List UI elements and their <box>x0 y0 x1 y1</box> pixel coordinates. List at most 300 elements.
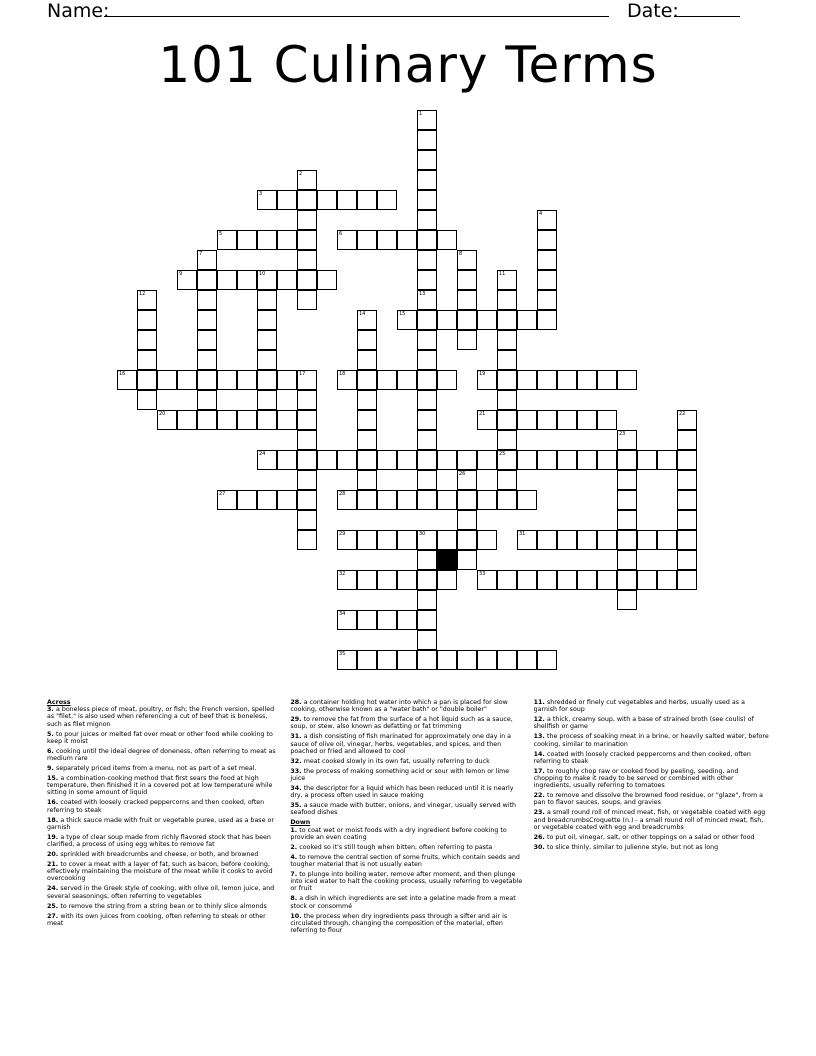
clue-number: 6 <box>339 231 343 237</box>
grid-cell[interactable] <box>257 450 277 470</box>
grid-cell[interactable] <box>417 630 437 650</box>
grid-cell[interactable] <box>357 390 377 410</box>
grid-cell[interactable] <box>417 650 437 670</box>
grid-cell[interactable] <box>537 210 557 230</box>
grid-cell[interactable] <box>397 570 417 590</box>
grid-cell[interactable] <box>577 570 597 590</box>
clue-text: coated with loosely cracked peppercorns and then cooked, often referring to steak <box>533 750 751 765</box>
clue-number: 20 <box>159 411 166 417</box>
grid-cell[interactable] <box>357 410 377 430</box>
grid-cell[interactable] <box>417 390 437 410</box>
grid-cell[interactable] <box>257 190 277 210</box>
grid-cell[interactable] <box>397 370 417 390</box>
across-clue <box>47 913 282 927</box>
grid-cell[interactable] <box>377 650 397 670</box>
clue-num: 19. <box>47 833 61 841</box>
grid-cell[interactable] <box>337 370 357 390</box>
grid-cell[interactable] <box>417 230 437 250</box>
grid-cell[interactable] <box>377 490 397 510</box>
grid-cell[interactable] <box>377 230 397 250</box>
grid-cell[interactable] <box>537 650 557 670</box>
grid-cell[interactable] <box>417 350 437 370</box>
grid-cell[interactable] <box>497 450 517 470</box>
clue-text: cooked so it's still tough when bitten, often referring to pasta <box>299 843 493 851</box>
grid-cell[interactable] <box>577 370 597 390</box>
grid-cell[interactable] <box>677 530 697 550</box>
grid-cell[interactable] <box>597 450 617 470</box>
down-clue <box>290 895 525 909</box>
grid-cell[interactable] <box>217 230 237 250</box>
grid-cell[interactable] <box>617 450 637 470</box>
grid-cell[interactable] <box>557 450 577 470</box>
grid-cell[interactable] <box>137 370 157 390</box>
grid-cell[interactable] <box>237 370 257 390</box>
grid-cell[interactable] <box>237 490 257 510</box>
across-clue <box>47 706 282 728</box>
grid-cell[interactable] <box>537 290 557 310</box>
clue-text: with its own juices from cooking, often referring to steak or other meat <box>47 912 266 927</box>
grid-cell[interactable] <box>397 230 417 250</box>
grid-cell[interactable] <box>597 530 617 550</box>
clue-num: 14. <box>533 750 548 758</box>
grid-cell[interactable] <box>177 410 197 430</box>
grid-cell[interactable] <box>357 570 377 590</box>
grid-cell[interactable] <box>457 250 477 270</box>
across-clue <box>47 775 282 797</box>
clue-number: 7 <box>199 251 203 257</box>
clue-text: the process when dry ingredients pass through a sifter and air is circulated through, changing the composition of the material, often referring to flour <box>290 912 508 935</box>
grid-cell[interactable] <box>277 490 297 510</box>
grid-cell[interactable] <box>357 190 377 210</box>
grid-cell[interactable] <box>497 290 517 310</box>
grid-cell[interactable] <box>317 190 337 210</box>
grid-cell[interactable] <box>377 610 397 630</box>
grid-cell[interactable] <box>417 150 437 170</box>
grid-cell[interactable] <box>317 450 337 470</box>
grid-cell[interactable] <box>437 370 457 390</box>
grid-cell[interactable] <box>377 370 397 390</box>
grid-cell[interactable] <box>317 270 337 290</box>
grid-cell[interactable] <box>477 370 497 390</box>
grid-cell[interactable] <box>137 330 157 350</box>
grid-cell[interactable] <box>677 510 697 530</box>
grid-cell[interactable] <box>677 470 697 490</box>
grid-cell[interactable] <box>357 430 377 450</box>
grid-cell[interactable] <box>357 610 377 630</box>
clue-number: 1 <box>419 111 423 117</box>
clue-number: 28 <box>339 491 346 497</box>
grid-cell[interactable] <box>517 650 537 670</box>
grid-cell[interactable] <box>517 490 537 510</box>
grid-cell[interactable] <box>497 270 517 290</box>
grid-cell[interactable] <box>397 530 417 550</box>
grid-cell[interactable] <box>277 270 297 290</box>
across-clue <box>47 799 282 813</box>
grid-cell[interactable] <box>257 290 277 310</box>
clue-number: 35 <box>339 651 346 657</box>
grid-cell[interactable] <box>417 430 437 450</box>
clue-num: 12. <box>533 716 548 724</box>
grid-cell[interactable] <box>517 370 537 390</box>
clue-number: 26 <box>459 471 466 477</box>
clue-number: 2 <box>299 171 303 177</box>
grid-cell[interactable] <box>517 530 537 550</box>
grid-cell[interactable] <box>457 290 477 310</box>
grid-cell[interactable] <box>297 530 317 550</box>
grid-cell[interactable] <box>677 490 697 510</box>
grid-cell[interactable] <box>277 190 297 210</box>
grid-cell[interactable] <box>357 650 377 670</box>
grid-cell[interactable] <box>337 610 357 630</box>
grid-cell[interactable] <box>597 410 617 430</box>
grid-cell[interactable] <box>197 310 217 330</box>
grid-cell[interactable] <box>297 390 317 410</box>
grid-cell[interactable] <box>617 510 637 530</box>
clue-number: 14 <box>359 311 366 317</box>
grid-cell[interactable] <box>357 370 377 390</box>
clue-num: 24. <box>47 885 61 893</box>
grid-cell[interactable] <box>217 490 237 510</box>
grid-cell[interactable] <box>417 570 437 590</box>
grid-cell[interactable] <box>297 230 317 250</box>
clue-number: 12 <box>139 291 146 297</box>
clue-text: a thick sauce made with fruit or vegetable puree, used as a base or garnish <box>47 816 274 831</box>
clue-num: 20. <box>47 851 61 859</box>
clue-text: a sauce made with butter, onions, and vinegar, usually served with seafood dishes <box>290 802 517 817</box>
clue-text: to remove the fat from the surface of a hot liquid such as a sauce, soup, or stew, also known as defatting or fat trimming <box>290 716 513 731</box>
grid-cell[interactable] <box>457 510 477 530</box>
grid-cell[interactable] <box>177 270 197 290</box>
grid-cell[interactable] <box>157 410 177 430</box>
grid-cell[interactable] <box>197 250 217 270</box>
clue-num: 1. <box>290 826 300 834</box>
grid-cell[interactable] <box>417 470 437 490</box>
grid-cell[interactable] <box>137 290 157 310</box>
grid-cell[interactable] <box>277 450 297 470</box>
grid-cell[interactable] <box>677 570 697 590</box>
grid-cell[interactable] <box>197 410 217 430</box>
grid-cell[interactable] <box>337 190 357 210</box>
grid-cell[interactable] <box>257 390 277 410</box>
grid-cell[interactable] <box>537 370 557 390</box>
grid-cell[interactable] <box>417 330 437 350</box>
grid-cell[interactable] <box>357 470 377 490</box>
grid-cell[interactable] <box>537 450 557 470</box>
grid-cell[interactable] <box>277 370 297 390</box>
grid-cell[interactable] <box>477 530 497 550</box>
grid-cell[interactable] <box>257 490 277 510</box>
grid-cell[interactable] <box>137 310 157 330</box>
grid-cell[interactable] <box>557 570 577 590</box>
grid-cell[interactable] <box>497 410 517 430</box>
grid-cell[interactable] <box>297 410 317 430</box>
grid-cell[interactable] <box>217 370 237 390</box>
grid-cell[interactable] <box>357 230 377 250</box>
clue-num: 13. <box>533 733 548 741</box>
date-label: Date: <box>627 0 679 22</box>
grid-cell[interactable] <box>257 350 277 370</box>
grid-cell[interactable] <box>457 470 477 490</box>
grid-cell[interactable] <box>357 350 377 370</box>
grid-cell[interactable] <box>377 530 397 550</box>
clue-text: to cover a meat with a layer of fat, such as bacon, before cooking, effectively maintaining the moisture of the meat while it cooks to avoid overcooking <box>47 861 273 883</box>
grid-cell[interactable] <box>537 410 557 430</box>
grid-cell[interactable] <box>617 570 637 590</box>
grid-cell[interactable] <box>357 530 377 550</box>
grid-cell[interactable] <box>477 410 497 430</box>
grid-cell[interactable] <box>497 330 517 350</box>
grid-cell[interactable] <box>537 250 557 270</box>
grid-cell[interactable] <box>277 230 297 250</box>
grid-cell[interactable] <box>337 450 357 470</box>
grid-cell[interactable] <box>397 450 417 470</box>
grid-cell[interactable] <box>377 570 397 590</box>
grid-cell[interactable] <box>537 310 557 330</box>
grid-cell[interactable] <box>197 270 217 290</box>
grid-cell[interactable] <box>437 490 457 510</box>
grid-cell[interactable] <box>297 430 317 450</box>
clue-num: 17. <box>533 767 548 775</box>
grid-cell[interactable] <box>437 310 457 330</box>
grid-cell[interactable] <box>457 550 477 570</box>
grid-cell[interactable] <box>617 550 637 570</box>
grid-cell[interactable] <box>457 330 477 350</box>
grid-cell[interactable] <box>337 230 357 250</box>
across-clue <box>47 861 282 883</box>
grid-cell[interactable] <box>257 330 277 350</box>
grid-cell[interactable] <box>337 530 357 550</box>
grid-cell[interactable] <box>477 570 497 590</box>
grid-cell[interactable] <box>617 470 637 490</box>
grid-cell[interactable] <box>137 390 157 410</box>
across-clue <box>290 802 525 816</box>
grid-cell[interactable] <box>657 530 677 550</box>
across-clue <box>47 834 282 848</box>
grid-cell[interactable] <box>237 410 257 430</box>
grid-cell[interactable] <box>177 370 197 390</box>
grid-cell[interactable] <box>537 570 557 590</box>
grid-cell[interactable] <box>477 310 497 330</box>
grid-cell[interactable] <box>257 270 277 290</box>
down-clue <box>290 871 525 893</box>
grid-cell[interactable] <box>577 530 597 550</box>
grid-cell[interactable] <box>677 450 697 470</box>
grid-cell[interactable] <box>457 270 477 290</box>
grid-cell[interactable] <box>617 530 637 550</box>
grid-cell[interactable] <box>297 510 317 530</box>
clue-number: 9 <box>179 271 183 277</box>
grid-cell[interactable] <box>297 210 317 230</box>
grid-cell[interactable] <box>517 450 537 470</box>
grid-cell[interactable] <box>497 650 517 670</box>
grid-cell[interactable] <box>297 270 317 290</box>
grid-cell[interactable] <box>417 590 437 610</box>
grid-cell[interactable] <box>617 430 637 450</box>
grid-cell[interactable] <box>557 530 577 550</box>
grid-cell[interactable] <box>677 410 697 430</box>
grid-cell[interactable] <box>217 410 237 430</box>
grid-cell[interactable] <box>337 570 357 590</box>
grid-cell[interactable] <box>417 290 437 310</box>
grid-cell[interactable] <box>397 650 417 670</box>
grid-cell[interactable] <box>497 370 517 390</box>
grid-cell[interactable] <box>197 290 217 310</box>
grid-cell[interactable] <box>297 490 317 510</box>
grid-cell[interactable] <box>617 590 637 610</box>
grid-cell[interactable] <box>417 270 437 290</box>
grid-cell[interactable] <box>517 310 537 330</box>
grid-cell[interactable] <box>437 570 457 590</box>
grid-cell[interactable] <box>257 410 277 430</box>
grid-cell[interactable] <box>417 450 437 470</box>
across-clue <box>47 731 282 745</box>
grid-cell[interactable] <box>517 570 537 590</box>
grid-cell[interactable] <box>377 190 397 210</box>
grid-cell[interactable] <box>197 330 217 350</box>
grid-cell[interactable] <box>657 450 677 470</box>
grid-cell[interactable] <box>197 370 217 390</box>
across-clue <box>290 768 525 782</box>
grid-cell[interactable] <box>297 290 317 310</box>
grid-cell[interactable] <box>557 410 577 430</box>
clue-text: to slice thinly, similar to julienne style, but not as long <box>547 843 719 851</box>
grid-cell[interactable] <box>337 490 357 510</box>
grid-cell[interactable] <box>437 450 457 470</box>
grid-cell[interactable] <box>457 650 477 670</box>
clue-text: a dish consisting of fish marinated for approximately one day in a sauce of olive oil, vinegar, herbs, vegetables, and spices, and then poached or fried and allowed to cool <box>290 733 512 755</box>
grid-cell[interactable] <box>397 310 417 330</box>
clue-number: 15 <box>399 311 406 317</box>
grid-cell[interactable] <box>617 490 637 510</box>
grid-cell[interactable] <box>257 370 277 390</box>
grid-cell[interactable] <box>437 230 457 250</box>
grid-cell[interactable] <box>497 350 517 370</box>
grid-cell[interactable] <box>497 470 517 490</box>
clue-number: 30 <box>419 531 426 537</box>
clue-text: a type of clear soup made from richly flavored stock that has been clarified, a process of using egg whites to remove fat <box>47 833 271 849</box>
grid-cell[interactable] <box>417 130 437 150</box>
grid-cell[interactable] <box>197 350 217 370</box>
grid-cell[interactable] <box>457 450 477 470</box>
grid-cell[interactable] <box>397 610 417 630</box>
grid-cell[interactable] <box>577 410 597 430</box>
grid-cell[interactable] <box>537 530 557 550</box>
grid-cell[interactable] <box>157 370 177 390</box>
grid-cell[interactable] <box>277 410 297 430</box>
clue-num: 11. <box>533 699 548 706</box>
grid-cell[interactable] <box>197 390 217 410</box>
grid-cell[interactable] <box>577 450 597 470</box>
grid-cell[interactable] <box>457 310 477 330</box>
grid-cell[interactable] <box>357 450 377 470</box>
grid-cell[interactable] <box>477 450 497 470</box>
grid-cell[interactable] <box>417 610 437 630</box>
grid-cell[interactable] <box>117 370 137 390</box>
grid-cell[interactable] <box>337 650 357 670</box>
grid-cell[interactable] <box>417 210 437 230</box>
clue-num: 3. <box>47 706 56 714</box>
grid-cell[interactable] <box>297 470 317 490</box>
grid-cell[interactable] <box>297 370 317 390</box>
clue-num: 33. <box>290 767 304 775</box>
down-clue <box>534 751 769 765</box>
grid-cell[interactable] <box>637 570 657 590</box>
grid-cell[interactable] <box>497 570 517 590</box>
grid-cell[interactable] <box>297 170 317 190</box>
grid-cell[interactable] <box>397 490 417 510</box>
grid-cell[interactable] <box>597 570 617 590</box>
grid-cell[interactable] <box>497 490 517 510</box>
across-clue <box>47 885 282 899</box>
grid-cell[interactable] <box>417 490 437 510</box>
clue-number: 4 <box>539 211 543 217</box>
grid-cell[interactable] <box>417 370 437 390</box>
grid-cell[interactable] <box>297 190 317 210</box>
grid-cell[interactable] <box>497 310 517 330</box>
grid-cell[interactable] <box>517 410 537 430</box>
grid-cell[interactable] <box>537 270 557 290</box>
grid-cell[interactable] <box>257 230 277 250</box>
grid-cell[interactable] <box>417 110 437 130</box>
grid-cell[interactable] <box>417 190 437 210</box>
grid-cell[interactable] <box>357 490 377 510</box>
grid-cell[interactable] <box>417 310 437 330</box>
grid-cell[interactable] <box>357 310 377 330</box>
grid-cell[interactable] <box>497 430 517 450</box>
grid-cell[interactable] <box>677 550 697 570</box>
across-clue <box>47 817 282 831</box>
grid-cell[interactable] <box>657 570 677 590</box>
grid-cell[interactable] <box>437 650 457 670</box>
clue-num: 30. <box>533 843 548 851</box>
grid-cell[interactable] <box>417 550 437 570</box>
grid-cell[interactable] <box>637 530 657 550</box>
grid-cell[interactable] <box>417 250 437 270</box>
clue-text: to plunge into boiling water, remove after moment, and then plunge into iced water to halt the cooking process, usually referring to vegetable or fruit <box>290 871 523 893</box>
grid-cell[interactable] <box>357 330 377 350</box>
grid-cell[interactable] <box>537 230 557 250</box>
down-clue <box>290 854 525 868</box>
clue-text: meat cooked slowly in its own fat, usually referring to duck <box>303 757 490 765</box>
grid-cell[interactable] <box>237 270 257 290</box>
grid-cell[interactable] <box>617 370 637 390</box>
grid-cell[interactable] <box>377 450 397 470</box>
grid-cell[interactable] <box>457 530 477 550</box>
grid-cell[interactable] <box>137 350 157 370</box>
grid-cell[interactable] <box>597 370 617 390</box>
grid-cell[interactable] <box>557 370 577 390</box>
grid-cell[interactable] <box>637 450 657 470</box>
grid-cell[interactable] <box>457 490 477 510</box>
grid-cell[interactable] <box>257 310 277 330</box>
grid-cell[interactable] <box>477 650 497 670</box>
clue-num: 23. <box>533 809 548 817</box>
grid-cell[interactable] <box>417 410 437 430</box>
grid-cell[interactable] <box>217 270 237 290</box>
grid-cell[interactable] <box>497 390 517 410</box>
grid-cell[interactable] <box>477 490 497 510</box>
clue-text: a container holding hot water into which a pan is placed for slow cooking, otherwise known as a "water bath" or "double boiler" <box>290 699 508 714</box>
grid-cell[interactable] <box>297 450 317 470</box>
grid-cell[interactable] <box>417 170 437 190</box>
grid-cell[interactable] <box>417 530 437 550</box>
clue-text: a boneless piece of meat, poultry, or fish; the French version, spelled as "filet," is also used when referencing a cut of beef that is boneless, such as filet mignon <box>47 706 275 728</box>
grid-cell[interactable] <box>297 250 317 270</box>
clue-number: 3 <box>259 191 263 197</box>
grid-cell[interactable] <box>437 530 457 550</box>
grid-cell[interactable] <box>677 430 697 450</box>
grid-cell[interactable] <box>237 230 257 250</box>
